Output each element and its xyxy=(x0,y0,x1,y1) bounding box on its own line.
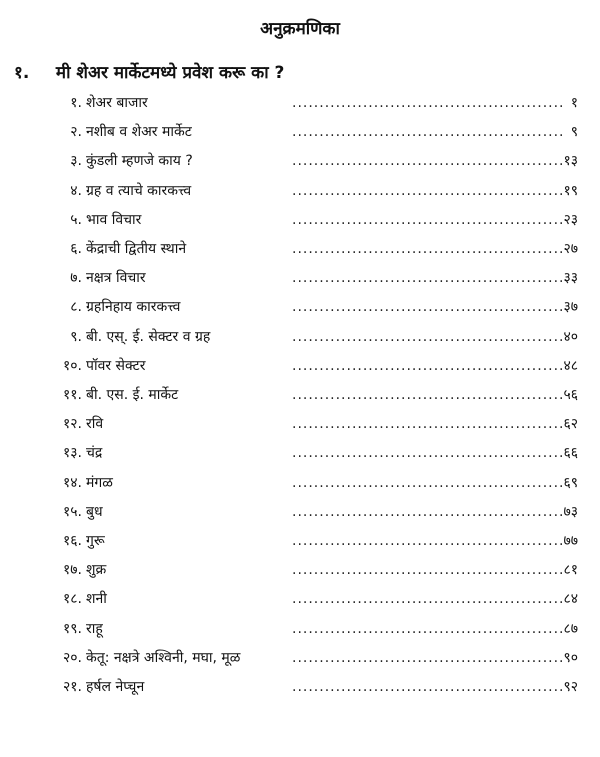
entry-number: ३. xyxy=(70,153,82,170)
entry-page-number: ८१ xyxy=(563,562,578,579)
entry-number: १२. xyxy=(62,416,82,433)
entry-page-number: ६९ xyxy=(563,474,578,491)
entry-number: १४. xyxy=(62,474,82,491)
entry-page-number: २३ xyxy=(563,211,578,228)
entry-number: १५. xyxy=(62,503,82,520)
entry-page-number: १ xyxy=(570,95,578,111)
entry-page-number: १३ xyxy=(563,153,578,170)
toc-entry xyxy=(0,117,600,147)
dot-leader: .................................................. xyxy=(292,474,565,491)
dot-leader: .................................................. xyxy=(292,679,565,695)
entry-number: १७. xyxy=(62,562,82,579)
entry-number: २. xyxy=(70,124,82,141)
entry-number: १. xyxy=(70,95,82,111)
dot-leader: .................................................. xyxy=(292,270,565,287)
dot-leader: .................................................. xyxy=(292,153,565,170)
entry-page-number: ९० xyxy=(563,649,578,666)
entry-page-number: ५६ xyxy=(563,387,578,403)
toc-entry xyxy=(0,438,600,468)
dot-leader: .................................................. xyxy=(292,562,565,579)
entry-number: १९. xyxy=(62,620,82,637)
entry-number: ७. xyxy=(70,270,82,287)
entry-page-number: ३७ xyxy=(563,299,578,316)
entry-page-number: ९२ xyxy=(563,679,578,695)
toc-entry xyxy=(0,409,600,439)
toc-entry xyxy=(0,234,600,264)
entry-title: नक्षत्र विचार xyxy=(86,270,146,287)
toc-entry xyxy=(0,322,600,352)
page-title: अनुक्रमणिका xyxy=(260,19,340,39)
entry-title: हर्षल नेप्चून xyxy=(86,679,145,695)
entry-title: बी. एस्. ई. सेक्टर व ग्रह xyxy=(86,328,211,345)
chapter-heading xyxy=(14,60,574,83)
dot-leader: .................................................. xyxy=(292,124,565,141)
entry-title: बुध xyxy=(86,503,103,520)
entry-number: १३. xyxy=(62,445,82,462)
entry-number: ५. xyxy=(70,211,82,228)
entry-title: ग्रह व त्याचे कारकत्त्व xyxy=(86,182,192,199)
dot-leader: .................................................. xyxy=(292,416,565,433)
toc-entry xyxy=(0,497,600,527)
entry-page-number: ८४ xyxy=(563,591,578,608)
entry-number: ११. xyxy=(62,387,82,403)
entry-page-number: ७३ xyxy=(563,503,578,520)
entry-page-number: १९ xyxy=(563,182,578,199)
toc-entry xyxy=(0,351,600,381)
entry-number: १०. xyxy=(62,357,82,374)
dot-leader: .................................................. xyxy=(292,533,565,549)
toc-entry xyxy=(0,468,600,498)
entry-title: भाव विचार xyxy=(86,211,142,228)
entry-title: ग्रहनिहाय कारकत्त्व xyxy=(86,299,181,316)
toc-entry xyxy=(0,176,600,206)
entry-page-number: ३३ xyxy=(563,270,578,287)
entry-number: १८. xyxy=(62,591,82,608)
entry-number: ६. xyxy=(70,241,82,257)
entry-title: बी. एस. ई. मार्केट xyxy=(86,387,179,403)
chapter-number: १. xyxy=(14,63,30,83)
entry-page-number: २७ xyxy=(563,241,578,257)
dot-leader: .................................................. xyxy=(292,503,565,520)
entry-number: १६. xyxy=(62,533,82,549)
entry-title: गुरू xyxy=(86,533,105,549)
entry-title: केंद्राची द्वितीय स्थाने xyxy=(86,241,187,257)
toc-entry xyxy=(0,614,600,644)
toc-entry xyxy=(0,292,600,322)
dot-leader: .................................................. xyxy=(292,649,565,666)
dot-leader: .................................................. xyxy=(292,211,565,228)
entry-page-number: ६६ xyxy=(563,445,578,462)
entry-number: ८. xyxy=(70,299,82,316)
dot-leader: .................................................. xyxy=(292,95,565,111)
dot-leader: .................................................. xyxy=(292,387,565,403)
toc-entry xyxy=(0,584,600,614)
toc-entry xyxy=(0,643,600,673)
entry-number: २०. xyxy=(62,649,82,666)
entry-title: चंद्र xyxy=(86,445,103,462)
toc-entry xyxy=(0,146,600,176)
entry-title: शुक्र xyxy=(86,562,107,579)
dot-leader: .................................................. xyxy=(292,328,565,345)
entry-title: पॉवर सेक्टर xyxy=(86,357,146,374)
toc-entry xyxy=(0,380,600,410)
dot-leader: .................................................. xyxy=(292,241,565,257)
chapter-title: मी शेअर मार्केटमध्ये प्रवेश करू का ? xyxy=(55,63,285,83)
entry-page-number: ४० xyxy=(563,328,578,345)
entry-title: रवि xyxy=(86,416,104,433)
entry-page-number: ८७ xyxy=(563,620,578,637)
dot-leader: .................................................. xyxy=(292,445,565,462)
dot-leader: .................................................. xyxy=(292,299,565,316)
entry-title: मंगळ xyxy=(86,474,113,491)
entry-page-number: ४८ xyxy=(563,357,578,374)
toc-entry xyxy=(0,263,600,293)
entry-page-number: ७७ xyxy=(563,533,578,549)
entry-title: शनी xyxy=(86,591,107,608)
entry-number: ९. xyxy=(70,328,82,345)
entry-title: कुंडली म्हणजे काय ? xyxy=(86,153,193,170)
toc-entry xyxy=(0,88,600,118)
entry-title: नशीब व शेअर मार्केट xyxy=(86,124,192,141)
dot-leader: .................................................. xyxy=(292,182,565,199)
entry-page-number: ६२ xyxy=(563,416,578,433)
toc-entry xyxy=(0,526,600,556)
entry-number: २१. xyxy=(62,679,82,695)
toc-entry xyxy=(0,205,600,235)
toc-entry xyxy=(0,555,600,585)
entry-title: शेअर बाजार xyxy=(86,95,148,111)
entry-title: राहू xyxy=(86,620,103,637)
dot-leader: .................................................. xyxy=(292,591,565,608)
entry-page-number: ९ xyxy=(570,124,578,141)
dot-leader: .................................................. xyxy=(292,620,565,637)
dot-leader: .................................................. xyxy=(292,357,565,374)
entry-title: केतू: नक्षत्रे अश्विनी, मघा, मूळ xyxy=(86,649,241,666)
toc-entry xyxy=(0,672,600,702)
entry-number: ४. xyxy=(70,182,82,199)
